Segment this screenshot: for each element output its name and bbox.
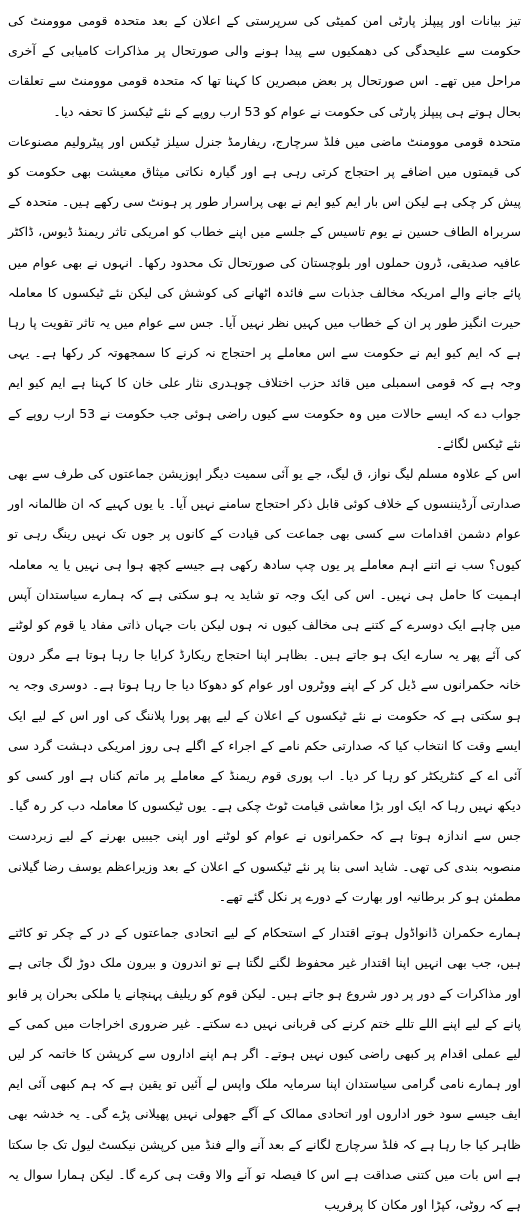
article-body [8, 6, 521, 1220]
paragraph-2: متحدہ قومی موومنٹ ماضی میں فلڈ سرچارج، ریفارمڈ جنرل سیلز ٹیکس اور پیٹرولیم مصنوعات کی قیمتوں میں اضافے پر احتجاج کرتی رہی ہے اور گیارہ نکاتی میثاق معیشت بھی حکومت کو پیش کر چکی ہے لیکن اس بار ایم کیو ایم نے بھی پراسرار طور پر ہونٹ سی رکھے ہیں۔ متحدہ کے سربراہ الطاف حسین نے یوم تاسیس کے جلسے میں اپنے خطاب کو امریکی تاثر ریمنڈ ڈیوس، ڈاکٹر عافیہ صدیقی، ڈرون حملوں اور بلوچستان کی صورتحال تک محدود رکھا۔ انہوں نے بھی عوام میں پائے جانے والے امریکہ مخالف جذبات سے فائدہ اٹھانے کی کوشش کی لیکن نئے ٹیکسوں کا معاملہ حیرت انگیز طور پر ان کے خطاب میں کہیں نظر نہیں آیا۔ جس سے عوام میں یہ تاثر تقویت پا رہا ہے کہ ایم کیو ایم نے حکومت سے اس معاملے پر احتجاج نہ کرنے کا سمجھوتہ کر رکھا ہے۔ یہی وجہ ہے کہ قومی اسمبلی میں قائد حزب اختلاف چوہدری نثار علی خان کا کہنا ہے ایم کیو ایم جواب دے کہ ایسے حالات میں وہ حکومت سے کیوں راضی ہوئی جب حکومت نے 53 ارب روپے کے نئے ٹیکس لگائے۔ [8, 133, 521, 451]
paragraph-3: اس کے علاوہ مسلم لیگ نواز، ق لیگ، جے یو آئی سمیت دیگر اپوزیشن جماعتوں کی طرف سے بھی صدارتی آرڈیننسوں کے خلاف کوئی قابل ذکر احتجاج سامنے نہیں آیا۔ یا یوں کہیے کہ ان ظالمانہ اور عوام دشمن اقدامات سے کسی بھی جماعت کی قیادت کے کانوں پر جوں تک نہیں رینگ رہی تو کیوں؟ سب نے اتنے اہم معاملے پر یوں چپ سادھ رکھی ہے جیسے کچھ ہوا ہی نہیں یا یہ معاملہ اہمیت کا حامل ہی نہیں۔ اس کی ایک وجہ تو شاید یہ ہو سکتی ہے کہ ہمارے سیاستدان آپس میں چاہے ایک دوسرے کے کتنے ہی مخالف کیوں نہ ہوں لیکن بات جہاں ذاتی مفاد یا قوم کو لوٹنے کی آئے پھر یہ سارے ایک ہو جاتے ہیں۔ بظاہر اپنا احتجاج ریکارڈ کرایا جا رہا ہوتا ہے مگر درون خانہ حکمرانوں سے ڈیل کر کے اپنے ووٹروں اور عوام کو دھوکا دیا جا رہا ہوتا ہے۔ دوسری وجہ یہ ہو سکتی ہے کہ حکومت نے نئے ٹیکسوں کے اعلان کے لیے پھر پورا پلاننگ کی اور اس کے لیے ایک ایسے وقت کا انتخاب کیا کہ صدارتی حکم نامے کے اجراء کے اگلے ہی روز امریکی دہشت گرد سی آئی اے کے کنٹریکٹر کو رہا کر دیا۔ اب پوری قوم ریمنڈ کے معاملے پر ماتم کناں ہے اور کسی کو دیکھ نہیں رہا کہ ایک اور بڑا معاشی قیامت ٹوٹ چکی ہے۔ یوں ٹیکسوں کا معاملہ دب کر رہ گیا۔ جس سے اندازہ ہوتا ہے کہ حکمرانوں نے عوام کو لوٹنے اور اپنی جیبیں بھرنے کے لیے زبردست منصوبہ بندی کی تھی۔ شاید اسی بنا پر نئے ٹیکسوں کے اعلان کے بعد وزیراعظم یوسف رضا گیلانی مطمئن ہو کر برطانیہ اور بھارت کے دورے پر نکل گئے تھے۔ [8, 466, 521, 904]
paragraph-1: تیز بیانات اور پیپلز پارٹی امن کمیٹی کی سرپرستی کے اعلان کے بعد متحدہ قومی موومنٹ کی حکومت سے علیحدگی کی دھمکیوں سے پیدا ہونے والی صورتحال پر مذاکرات کامیابی کے آخری مراحل میں تھے۔ اس صورتحال پر بعض مبصرین کا کہنا تھا کہ متحدہ قومی موومنٹ سے تعلقات بحال ہوتے ہی پیپلز پارٹی کی حکومت نے عوام کو 53 ارب روپے کے نئے ٹیکسز کا تحفہ دیا۔ [8, 13, 521, 119]
paragraph-4: ہمارے حکمران ڈانواڈول ہوتے اقتدار کے استحکام کے لیے اتحادی جماعتوں کے در کے چکر تو کاٹتے ہیں، جب بھی انہیں اپنا اقتدار غیر محفوظ لگنے لگتا ہے تو اندرون و بیرون ملک دوڑ لگ جاتی ہے اور مذاکرات کے دور پر دور شروع ہو جاتے ہیں۔ لیکن قوم کو ریلیف پہنچانے یا ملکی بحران پر قابو پانے کے لیے اپنے اللے تللے ختم کرنے کی قربانی نہیں دے سکتے۔ غیر ضروری اخراجات میں کمی کے لیے عملی اقدام پر کبھی راضی کیوں نہیں ہوتے۔ اگر ہم اپنے اداروں سے کرپشن کا خاتمہ کر لیں اور ہمارے نامی گرامی سیاستدان اپنا سرمایہ ملک واپس لے آئیں تو یقین ہے کہ ہم کبھی آئی ایم ایف جیسے سود خور اداروں اور اتحادی ممالک کے آگے جھولی نہیں پھیلانی پڑے گی۔ یہ خدشہ بھی ظاہر کیا جا رہا ہے کہ فلڈ سرچارج لگانے کے بعد آنے والے فنڈ میں کرپشن نیکسٹ لیول تک جا سکتا ہے اس بات میں کتنی صداقت ہے اس کا فیصلہ تو آنے والا وقت ہی کرے گا۔ لیکن ہمارا سوال یہ ہے کہ روٹی، کپڑا اور مکان کا پرفریب [8, 925, 521, 1212]
